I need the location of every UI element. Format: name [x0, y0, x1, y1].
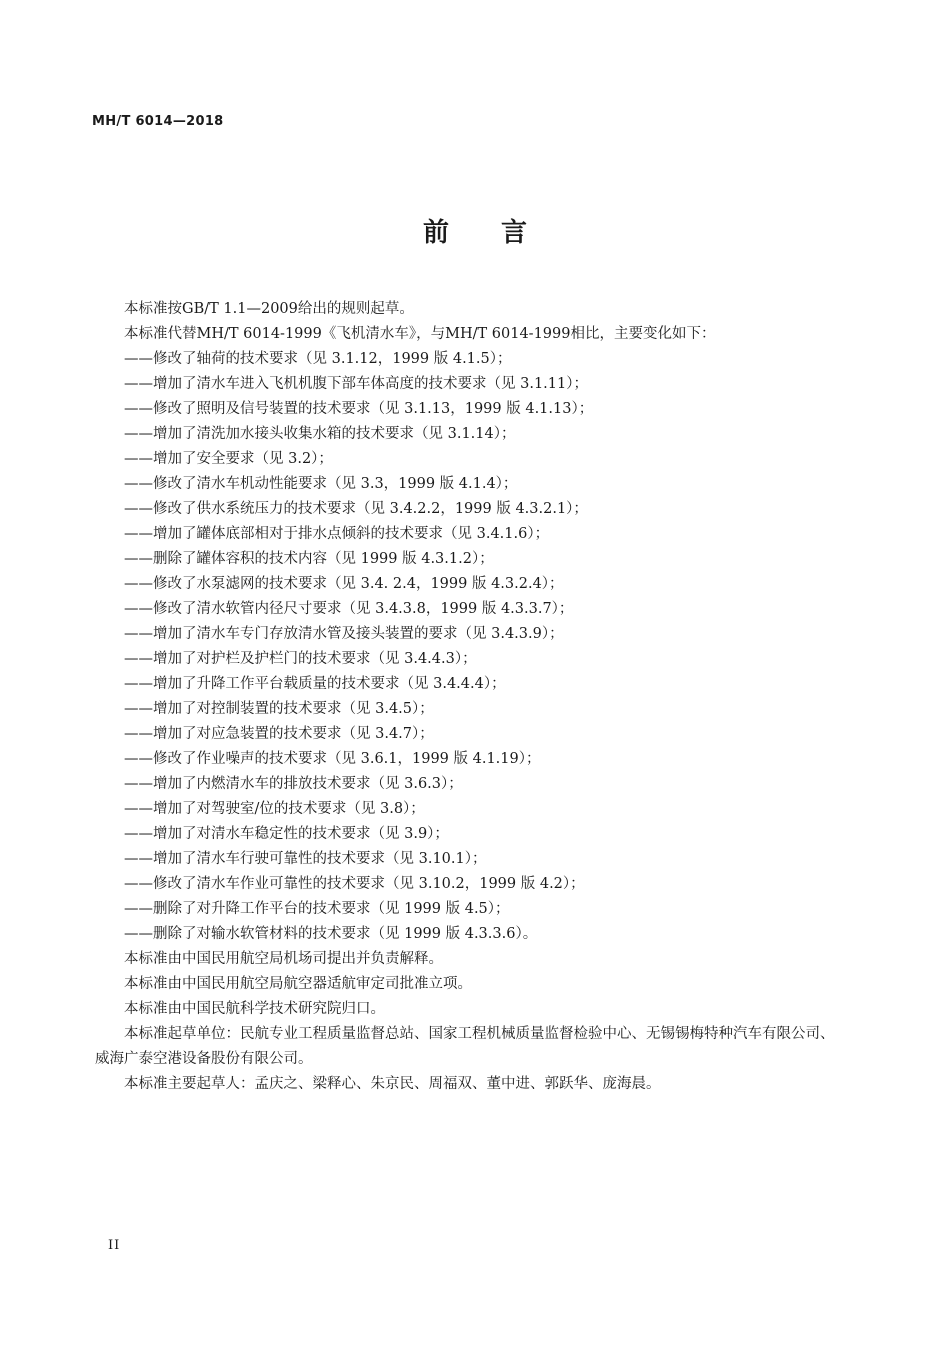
list-item: ——增加了对应急装置的技术要求（见 3.4.7）； — [124, 726, 434, 742]
list-item: ——增加了清水车进入飞机机腹下部车体高度的技术要求（见 3.1.11）； — [124, 376, 588, 392]
list-item: ——增加了对驾驶室/位的技术要求（见 3.8）； — [124, 801, 425, 817]
list-item: ——修改了照明及信号装置的技术要求（见 3.1.13，1999 版 4.1.13）； — [124, 401, 594, 417]
changes-list — [95, 347, 843, 947]
list-item: ——修改了作业噪声的技术要求（见 3.6.1，1999 版 4.1.19）； — [124, 751, 541, 767]
list-item: ——增加了清洗加水接头收集水箱的技术要求（见 3.1.14）； — [124, 426, 516, 442]
page-title: 前 言 — [422, 218, 527, 248]
drafting-units-paragraph: 本标准起草单位：民航专业工程质量监督总站、国家工程机械质量监督检验中心、无锡锡梅特种汽车有限公司、威海广泰空港设备股份有限公司。 — [95, 1026, 835, 1067]
page-number: II — [108, 1238, 121, 1253]
list-item: ——删除了罐体容积的技术内容（见 1999 版 4.3.1.2）； — [124, 551, 494, 567]
list-item: ——修改了供水系统压力的技术要求（见 3.4.2.2，1999 版 4.3.2.1）； — [124, 501, 588, 517]
list-item: ——增加了罐体底部相对于排水点倾斜的技术要求（见 3.4.1.6）； — [124, 526, 550, 542]
list-item: ——修改了清水车机动性能要求（见 3.3，1999 版 4.1.4）； — [124, 476, 518, 492]
drafters-paragraph: 本标准主要起草人：孟庆之、梁释心、朱京民、周福双、董中进、郭跃华、庞海晨。 — [124, 1076, 661, 1092]
list-item: ——删除了对升降工作平台的技术要求（见 1999 版 4.5）； — [124, 901, 510, 917]
list-item: ——增加了对护栏及护栏门的技术要求（见 3.4.4.3）； — [124, 651, 477, 667]
list-item: ——增加了内燃清水车的排放技术要求（见 3.6.3）； — [124, 776, 463, 792]
closing-paragraph: 本标准由中国民航科学技术研究院归口。 — [124, 1001, 385, 1017]
list-item: ——增加了清水车专门存放清水管及接头装置的要求（见 3.4.3.9）； — [124, 626, 564, 642]
list-item: ——修改了清水软管内径尺寸要求（见 3.4.3.8，1999 版 4.3.3.7）； — [124, 601, 574, 617]
list-item: ——修改了轴荷的技术要求（见 3.1.12，1999 版 4.1.5）； — [124, 351, 512, 367]
list-item: ——修改了清水车作业可靠性的技术要求（见 3.10.2，1999 版 4.2）； — [124, 876, 585, 892]
list-item: ——增加了升降工作平台载质量的技术要求（见 3.4.4.4）； — [124, 676, 506, 692]
list-item: ——删除了对输水软管材料的技术要求（见 1999 版 4.3.3.6）。 — [124, 926, 538, 942]
list-item: ——修改了水泵滤网的技术要求（见 3.4. 2.4，1999 版 4.3.2.4）； — [124, 576, 564, 592]
foreword-body — [95, 297, 843, 1097]
document-code: MH/T 6014—2018 — [92, 114, 224, 129]
closing-paragraph: 本标准由中国民用航空局航空器适航审定司批准立项。 — [124, 976, 472, 992]
intro-paragraph: 本标准代替MH/T 6014-1999《飞机清水车》，与MH/T 6014-1999相比，主要变化如下： — [124, 326, 716, 342]
list-item: ——增加了清水车行驶可靠性的技术要求（见 3.10.1）； — [124, 851, 487, 867]
closing-paragraph: 本标准由中国民用航空局机场司提出并负责解释。 — [124, 951, 443, 967]
list-item: ——增加了安全要求（见 3.2）； — [124, 451, 333, 467]
intro-paragraph: 本标准按GB/T 1.1—2009给出的规则起草。 — [124, 301, 414, 317]
list-item: ——增加了对控制装置的技术要求（见 3.4.5）； — [124, 701, 434, 717]
list-item: ——增加了对清水车稳定性的技术要求（见 3.9）； — [124, 826, 449, 842]
